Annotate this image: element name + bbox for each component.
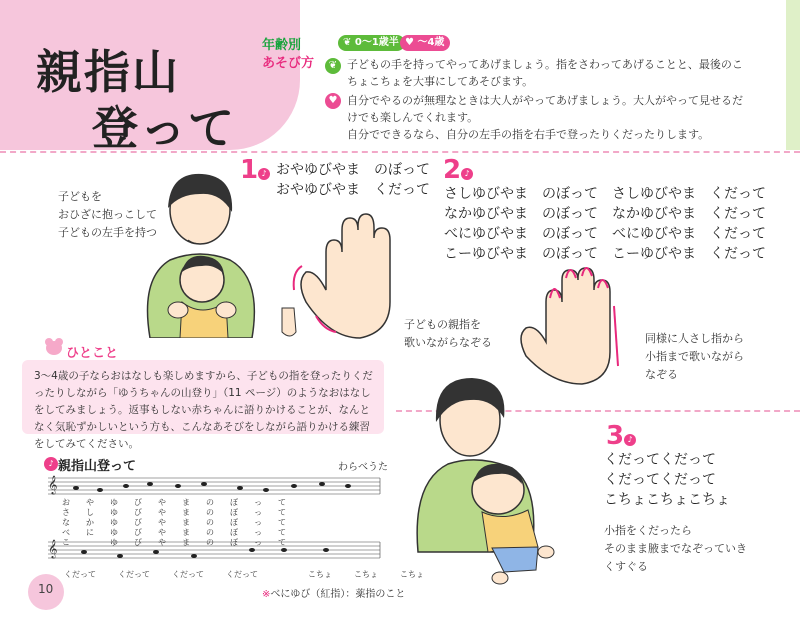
step-1-lyrics: おやゆびやま のぼって おやゆびやま くだって bbox=[276, 162, 430, 198]
side-strip bbox=[786, 0, 800, 150]
step-2-number: 2 bbox=[443, 155, 462, 185]
hitokoto-title: ひとこと bbox=[66, 346, 119, 361]
lyric-col: て て て て て bbox=[278, 498, 286, 547]
score-lyrics bbox=[62, 498, 286, 548]
hand-with-arrows-illustration bbox=[506, 266, 636, 386]
lyric-col: っ っ っ っ っ bbox=[254, 498, 262, 547]
description-infant: 子どもの手を持ってやってあげましょう。指をさわってあげることと、最後のこ ちょこちょを大事にしてあそびます。 bbox=[347, 58, 743, 88]
svg-text:𝄞: 𝄞 bbox=[48, 539, 58, 558]
intro-caption: 子どもを おひざに抱っこして 子どもの左手を持つ bbox=[58, 190, 157, 239]
age-label-line-1: 年齢別 bbox=[262, 38, 302, 53]
sprout-icon: ❦ bbox=[325, 58, 341, 74]
tickle-illustration bbox=[408, 372, 578, 587]
hitokoto-text: 3〜4歳の子ならおはなしも楽しめますから、子どもの指を登ったりくだったりしながら「ゆうちゃんの山登り」（11 ページ）のようなおはなしをしてみましょう。返事もしない赤ちゃんに語りかけることが、なんとなく気恥ずかしいという方も、こんなあそびをしながら語りかける練習をしてみてください。 bbox=[34, 370, 373, 450]
lyric-col: の の の の の bbox=[206, 498, 214, 547]
toddler-badge: ♥ 〜4歳 bbox=[400, 35, 450, 51]
heart-icon: ♥ bbox=[405, 37, 418, 48]
lyric-col: や や や や や bbox=[158, 498, 166, 547]
score-bottom-lyrics: くだって くだって くだって くだって こちょ こちょ こちょ bbox=[64, 570, 424, 579]
mother-child-illustration bbox=[130, 168, 270, 338]
music-note-icon: ♪ bbox=[624, 434, 636, 446]
song-credit: わらべうた bbox=[338, 462, 388, 473]
step-2-lyrics: さしゆびやま のぼって さしゆびやま くだって なかゆびやま のぼって なかゆびやま くだって べにゆびやま のぼって べにゆびやま くだって こーゆびやま のぼって こーゆびやま くだって bbox=[444, 186, 766, 262]
footnote: ※べにゆび（紅指）：薬指のこと bbox=[262, 589, 406, 600]
step-3-number: 3 bbox=[606, 421, 625, 451]
svg-text:𝄞: 𝄞 bbox=[48, 475, 58, 494]
lyric-col: ゆ ゆ ゆ ゆ ゆ bbox=[110, 498, 118, 547]
heart-icon: ♥ bbox=[325, 93, 341, 109]
music-note-icon: ♪ bbox=[461, 168, 473, 180]
page-number: 10 bbox=[38, 582, 54, 596]
description-toddler: 自分でやるのが無理なときは大人がやってあげましょう。大人がやって見せるだ けでも楽しんでくれます。 自分でできるなら、自分の左手の指を右手で登ったりくだったりします。 bbox=[347, 94, 743, 141]
lyric-col: ぼ ぼ ぼ ぼ ぼ bbox=[230, 498, 238, 547]
title-line-2: 登って bbox=[92, 101, 236, 155]
lyric-col: ま ま ま ま ま bbox=[182, 498, 190, 547]
title-line-1: 親指山 bbox=[36, 45, 180, 99]
song-title: 親指山登って bbox=[58, 459, 137, 474]
infant-badge: ❦ 0〜1歳半 bbox=[338, 35, 405, 51]
step-3-caption: 小指をくだったら そのまま腋までなぞっていき くすぐる bbox=[604, 524, 747, 573]
lyric-col: び び び び び bbox=[134, 498, 142, 547]
step-3-lyrics: くだってくだって くだってくだって こちょこちょこちょ bbox=[604, 452, 730, 508]
page-title bbox=[36, 44, 236, 156]
sprout-icon: ❦ bbox=[343, 37, 355, 48]
lyric-col: や し か に bbox=[86, 498, 94, 537]
step-2-caption: 同様に人さし指から 小指まで歌いながら なぞる bbox=[645, 332, 744, 381]
step-1-caption: 子どもの親指を 歌いながらなぞる bbox=[404, 318, 492, 349]
age-label-line-2: あそび方 bbox=[262, 56, 315, 71]
bear-icon bbox=[44, 337, 64, 355]
lyric-col: お さ な べ こ bbox=[62, 498, 70, 547]
open-hand-illustration bbox=[276, 212, 416, 342]
header-divider bbox=[0, 151, 800, 153]
step-1-number: 1 bbox=[240, 155, 259, 185]
music-note-icon: ♪ bbox=[258, 168, 270, 180]
music-note-icon: ♪ bbox=[44, 457, 58, 471]
